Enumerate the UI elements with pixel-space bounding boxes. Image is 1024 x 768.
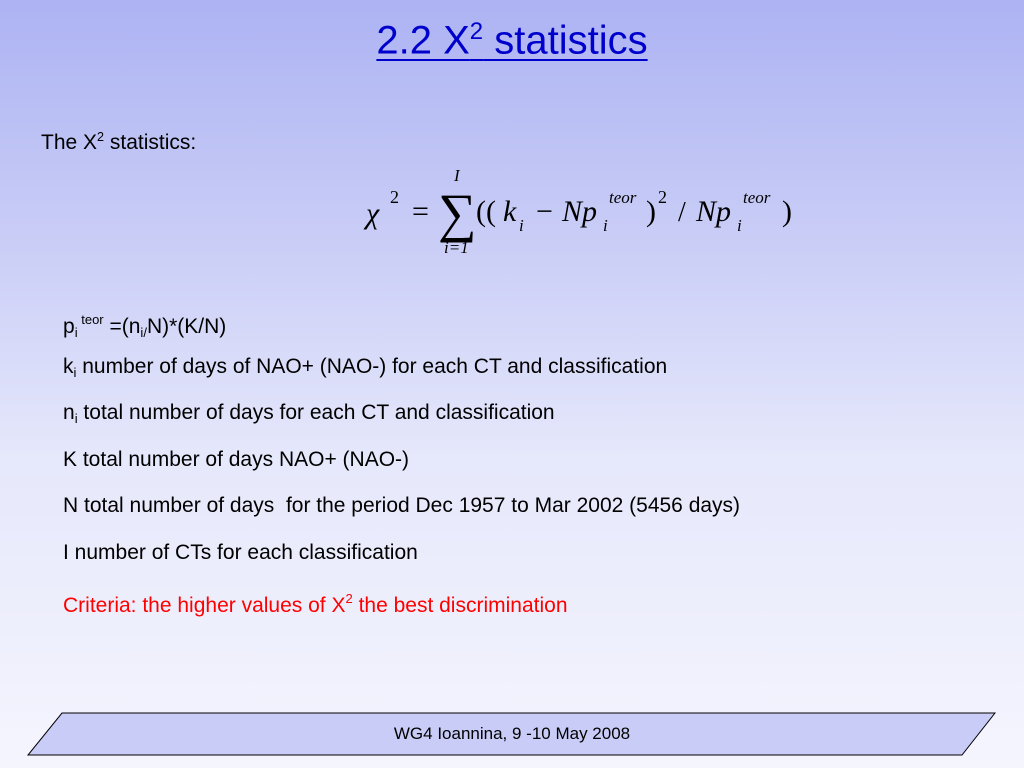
sum-symbol: ∑ bbox=[438, 183, 477, 243]
slide-title: 2.2 $X^2$ statistics bbox=[376, 18, 648, 63]
criteria-note: Criteria: the higher values of $X^2$ the best discrimination bbox=[63, 591, 568, 617]
def-big-n: N total number of days for the period Dec 1957 to Mar 2002 (5456 days) bbox=[63, 494, 741, 517]
intro-text: The $X^2$ statistics: bbox=[41, 130, 197, 154]
np-term-2: Np bbox=[696, 195, 732, 228]
open-parens: (( bbox=[476, 195, 496, 228]
chi-symbol: χ bbox=[366, 197, 380, 230]
equals-sign: = bbox=[412, 195, 429, 228]
sum-lower-limit: i=1 bbox=[444, 238, 469, 257]
sum-upper-limit: I bbox=[454, 166, 460, 185]
close-paren: ) bbox=[646, 195, 656, 228]
slash-sign: / bbox=[678, 197, 686, 228]
definitions-list bbox=[63, 305, 740, 631]
chi-exponent: 2 bbox=[390, 187, 399, 207]
footer-text: WG4 Ioannina, 9 -10 May 2008 bbox=[393, 724, 631, 743]
square-exponent: 2 bbox=[658, 187, 667, 207]
def-k: $k_i$ number of days of NAO+ (NAO-) for each CT and classification bbox=[63, 354, 668, 380]
teor-superscript-2: teor bbox=[743, 188, 771, 207]
k-var: k bbox=[503, 195, 517, 228]
np-term-1: Np bbox=[562, 195, 598, 228]
k-subscript: i bbox=[519, 216, 524, 235]
p-subscript-2: i bbox=[737, 216, 742, 235]
p-subscript-1: i bbox=[603, 216, 608, 235]
def-n: $n_i$ total number of days for each CT and classification bbox=[63, 401, 555, 426]
final-paren: ) bbox=[782, 195, 792, 228]
teor-superscript-1: teor bbox=[609, 188, 637, 207]
minus-sign: − bbox=[536, 195, 553, 228]
def-p-teor: $p_i$ $^{teor} =(n_{i/}N)*(K/N)$ bbox=[63, 312, 227, 340]
def-big-k: K total number of days NAO+ (NAO-) bbox=[63, 447, 410, 471]
chi-square-formula bbox=[358, 163, 818, 258]
def-big-i: I number of CTs for each classification bbox=[63, 540, 418, 564]
